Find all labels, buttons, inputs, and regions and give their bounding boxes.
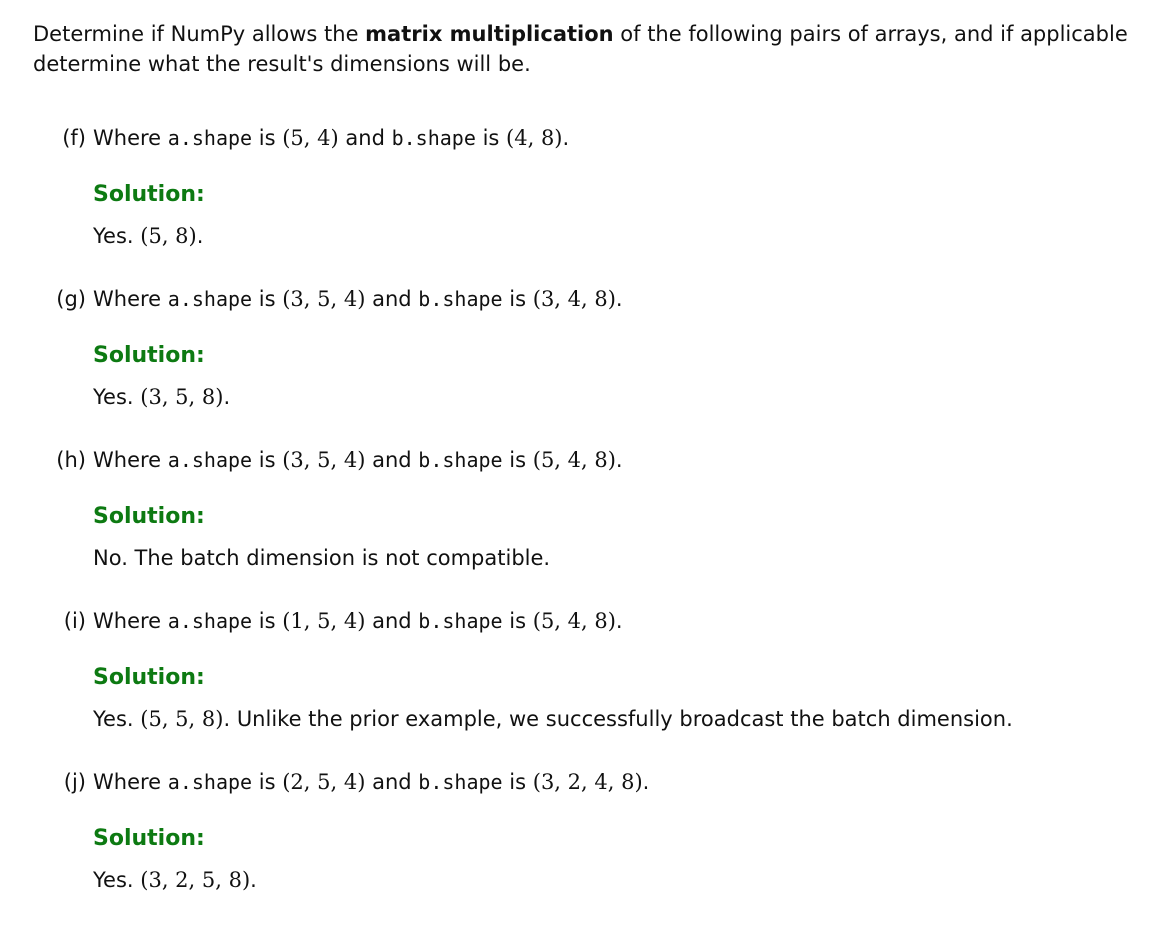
- b-shape-code: b.shape: [418, 448, 503, 472]
- b-shape-code: b.shape: [418, 287, 503, 311]
- question-h: [0, 444, 1169, 476]
- solution-verdict: Yes.: [93, 868, 134, 892]
- solution-result: (3, 5, 8): [140, 385, 224, 409]
- problem-statement: [33, 19, 1153, 79]
- part-label: (h): [56, 448, 86, 472]
- question-text: Where a.shape is (2, 5, 4) and b.shape is (3, 2, 4, 8).: [93, 770, 650, 794]
- intro-text-start: Determine if NumPy allows the: [33, 22, 366, 46]
- b-shape-code: b.shape: [418, 770, 503, 794]
- solution-answer: Yes. (3, 2, 5, 8).: [93, 868, 257, 892]
- solution-verdict: No. The batch dimension is not compatible.: [93, 546, 551, 570]
- a-shape-code: a.shape: [167, 126, 253, 150]
- question-g: [0, 283, 1169, 315]
- solution-verdict: Yes.: [93, 385, 134, 409]
- question-text: Where a.shape is (1, 5, 4) and b.shape is (5, 4, 8).: [93, 609, 623, 633]
- b-shape-value: (5, 4, 8): [532, 448, 616, 472]
- b-shape-code: b.shape: [418, 609, 503, 633]
- a-shape-value: (1, 5, 4): [282, 609, 366, 633]
- b-shape-code: b.shape: [391, 126, 476, 150]
- solution-heading: Solution:: [93, 504, 205, 529]
- a-shape-value: (2, 5, 4): [282, 770, 366, 794]
- part-label: (g): [56, 287, 86, 311]
- solution-answer: Yes. (3, 5, 8).: [93, 385, 231, 409]
- solution-answer: Yes. (5, 5, 8). Unlike the prior example, we successfully broadcast the batch dimension.: [93, 707, 1013, 731]
- solution-result: (5, 8): [140, 224, 197, 248]
- solution-verdict: Yes.: [93, 224, 134, 248]
- intro-emphasis: matrix multiplication: [365, 22, 614, 46]
- a-shape-value: (3, 5, 4): [282, 287, 366, 311]
- solution-answer: Yes. (5, 8).: [93, 224, 204, 248]
- question-f: [0, 122, 1169, 154]
- b-shape-value: (3, 4, 8): [532, 287, 616, 311]
- b-shape-value: (5, 4, 8): [532, 609, 616, 633]
- part-label: (f): [62, 126, 86, 150]
- a-shape-code: a.shape: [167, 770, 253, 794]
- a-shape-code: a.shape: [167, 287, 253, 311]
- solution-heading: Solution:: [93, 182, 205, 207]
- question-text: Where a.shape is (5, 4) and b.shape is (4, 8).: [93, 126, 570, 150]
- question-i: [0, 605, 1169, 637]
- b-shape-value: (3, 2, 4, 8): [532, 770, 643, 794]
- solution-result: (5, 5, 8): [140, 707, 224, 731]
- a-shape-code: a.shape: [167, 609, 253, 633]
- solution-result: (3, 2, 5, 8): [140, 868, 251, 892]
- a-shape-value: (5, 4): [282, 126, 339, 150]
- a-shape-code: a.shape: [167, 448, 253, 472]
- solution-heading: Solution:: [93, 826, 205, 851]
- question-j: [0, 766, 1169, 798]
- part-label: (j): [63, 770, 86, 794]
- solution-heading: Solution:: [93, 665, 205, 690]
- intro-text-end: of the following pairs of arrays, and if applicable determine what the result's dimensions will be.: [33, 22, 1128, 76]
- a-shape-value: (3, 5, 4): [282, 448, 366, 472]
- solution-heading: Solution:: [93, 343, 205, 368]
- part-label: (i): [63, 609, 86, 633]
- question-text: Where a.shape is (3, 5, 4) and b.shape is (3, 4, 8).: [93, 287, 623, 311]
- solution-note: Unlike the prior example, we successfully broadcast the batch dimension.: [236, 707, 1013, 731]
- solution-answer: [93, 543, 550, 573]
- question-text: Where a.shape is (3, 5, 4) and b.shape is (5, 4, 8).: [93, 448, 623, 472]
- b-shape-value: (4, 8): [506, 126, 563, 150]
- solution-verdict: Yes.: [93, 707, 134, 731]
